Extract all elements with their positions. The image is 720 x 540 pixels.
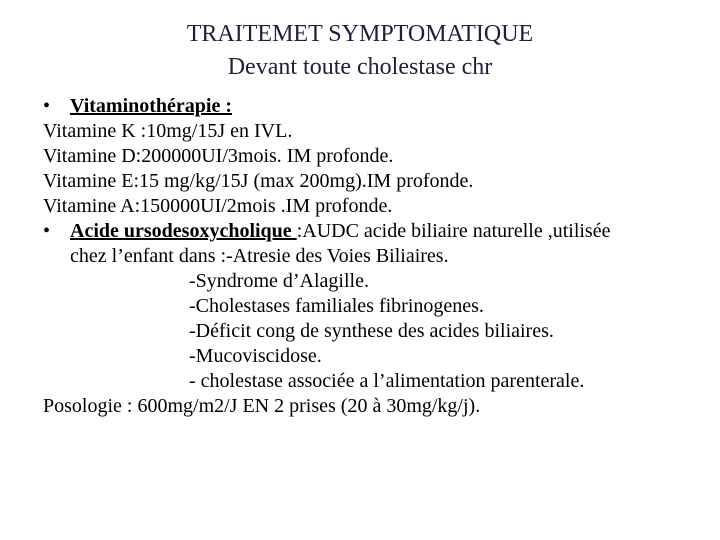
bullet-glyph: • — [43, 220, 51, 242]
indication-mucoviscidose: -Mucoviscidose. — [189, 345, 322, 367]
indication-alimentation-parenterale: - cholestase associée a l’alimentation parenterale. — [189, 370, 585, 392]
audc-usage-line: chez l’enfant dans :-Atresie des Voies Biliaires. — [70, 245, 449, 267]
slide-body — [43, 94, 713, 419]
vitamin-d-line: Vitamine D:200000UI/3mois. IM profonde. — [43, 145, 394, 167]
indication-cholestases-familiales: -Cholestases familiales fibrinogenes. — [189, 295, 484, 317]
posology-line: Posologie : 600mg/m2/J EN 2 prises (20 à 30mg/kg/j). — [43, 395, 481, 417]
indication-alagille: -Syndrome d’Alagille. — [189, 270, 369, 292]
vitamins-heading: Vitaminothérapie : — [70, 95, 233, 117]
title-subtitle: Devant toute cholestase chr — [227, 54, 493, 80]
slide-title — [0, 18, 720, 84]
vitamin-k-line: Vitamine K :10mg/15J en IVL. — [43, 120, 293, 142]
audc-heading: Acide ursodesoxycholique — [70, 220, 297, 242]
audc-description: :AUDC acide biliaire naturelle ,utilisée — [296, 220, 611, 242]
indication-deficit-synthese: -Déficit cong de synthese des acides biliaires. — [189, 320, 554, 342]
bullet-audc — [43, 219, 713, 244]
vitamin-e-line: Vitamine E:15 mg/kg/15J (max 200mg).IM profonde. — [43, 170, 474, 192]
bullet-vitamins — [43, 94, 713, 119]
title-main: TRAITEMET SYMPTOMATIQUE — [186, 21, 534, 47]
bullet-glyph: • — [43, 95, 51, 117]
vitamin-a-line: Vitamine A:150000UI/2mois .IM profonde. — [43, 195, 393, 217]
